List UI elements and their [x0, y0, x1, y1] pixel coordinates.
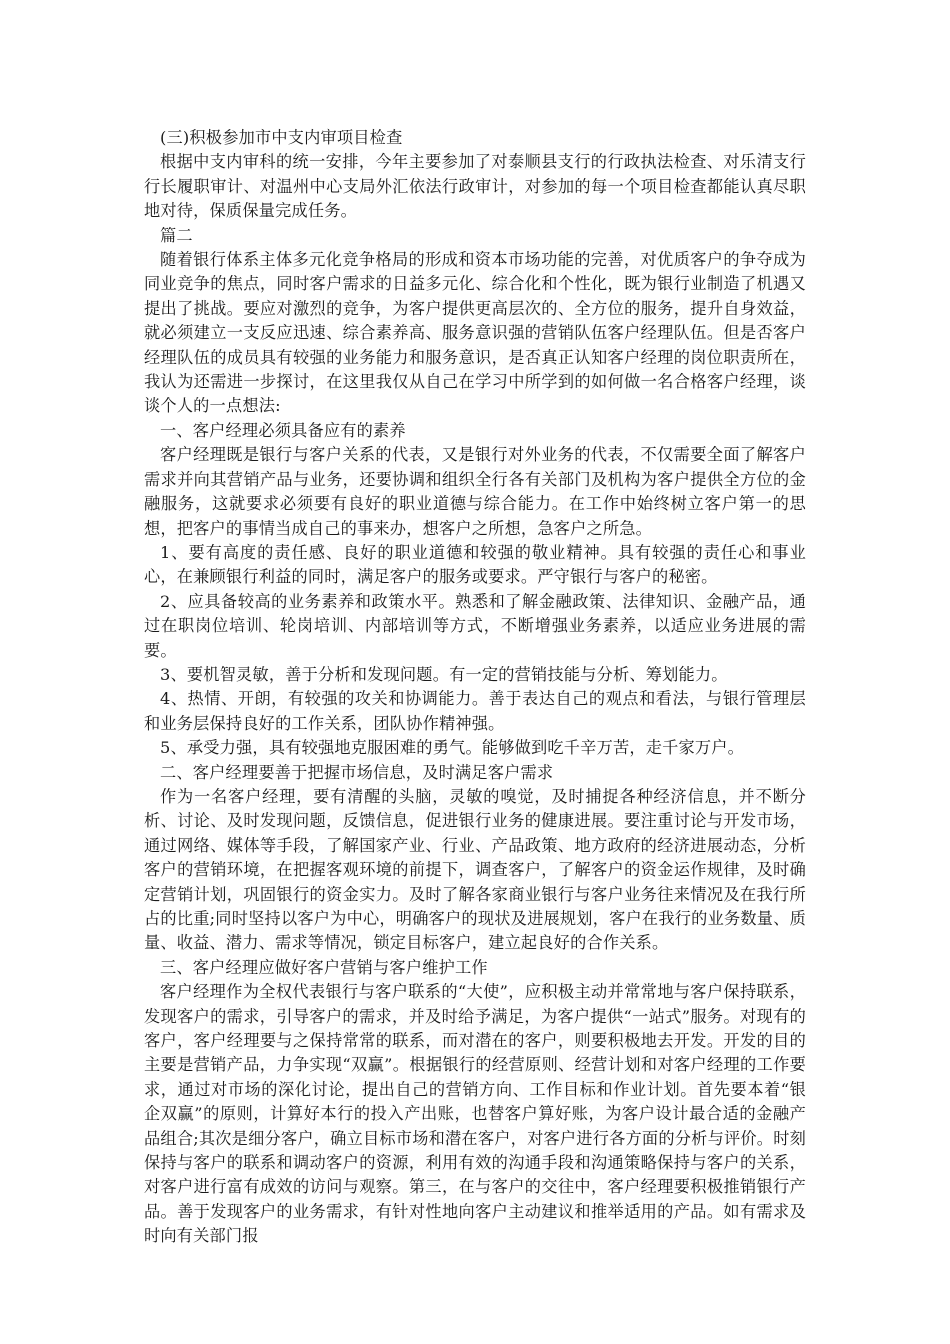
part-heading: 篇二 [160, 225, 193, 245]
list-item: 2、应具备较高的业务素养和政策水平。熟悉和了解金融政策、法律知识、金融产品，通过在职岗位培训、轮岗培训、内部培训等方式，不断增强业务素养，以适应业务进展的需要。 [144, 591, 806, 660]
section-heading: 二、客户经理要善于把握市场信息，及时满足客户需求 [160, 762, 554, 782]
list-item: 1、要有高度的责任感、良好的职业道德和较强的敬业精神。具有较强的责任心和事业心，在兼顾银行利益的同时，满足客户的服务或要求。严守银行与客户的秘密。 [144, 542, 806, 587]
paragraph: 客户经理作为全权代表银行与客户联系的“大使”，应积极主动并常常地与客户保持联系，发现客户的需求，引导客户的需求，并及时给予满足，为客户提供“一站式”服务。对现有的客户，客户经理要与之保持常常的联系，而对潜在的客户，则要积极地去开发。开发的目的主要是营销产品，力争实现“双赢”。根据银行的经营原则、经营计划和对客户经理的工作要求，通过对市场的深化讨论，提出自己的营销方向、工作目标和作业计划。首先要本着“银企双赢”的原则，计算好本行的投入产出账，也替客户算好账，为客户设计最合适的金融产品组合;其次是细分客户，确立目标市场和潜在客户，对客户进行各方面的分析与评价。时刻保持与客户的联系和调动客户的资源，利用有效的沟通手段和沟通策略保持与客户的关系，对客户进行富有成效的访问与观察。第三，在与客户的交往中，客户经理要积极推销银行产品。善于发现客户的业务需求，有针对性地向客户主动建议和推举适用的产品。如有需求及时向有关部门报 [144, 982, 806, 1246]
section-heading: 一、客户经理必须具备应有的素养 [160, 420, 406, 440]
paragraph: 随着银行体系主体多元化竞争格局的形成和资本市场功能的完善，对优质客户的争夺成为同业竞争的焦点，同时客户需求的日益多元化、综合化和个性化，既为银行业制造了机遇又提出了挑战。要应对激烈的竞争，为客户提供更高层次的、全方位的服务，提升自身效益，就必须建立一支反应迅速、综合素养高、服务意识强的营销队伍客户经理队伍。但是否客户经理队伍的成员具有较强的业务能力和服务意识，是否真正认知客户经理的岗位职责所在，我认为还需进一步探讨，在这里我仅从自己在学习中所学到的如何做一名合格客户经理，谈谈个人的一点想法: [144, 250, 806, 416]
document-body [144, 126, 806, 1249]
section-heading: (三)积极参加市中支内审项目检查 [160, 128, 403, 147]
paragraph: 客户经理既是银行与客户关系的代表，又是银行对外业务的代表，不仅需要全面了解客户需求并向其营销产品与业务，还要协调和组织全行各有关部门及机构为客户提供全方位的金融服务，这就要求必须要有良好的职业道德与综合能力。在工作中始终树立客户第一的思想，把客户的事情当成自己的事来办，想客户之所想，急客户之所急。 [144, 445, 806, 538]
section-heading: 三、客户经理应做好客户营销与客户维护工作 [160, 957, 488, 977]
list-item: 3、要机智灵敏，善于分析和发现问题。有一定的营销技能与分析、筹划能力。 [160, 664, 728, 684]
list-item: 5、承受力强，具有较强地克服困难的勇气。能够做到吃千辛万苦，走千家万户。 [160, 738, 745, 758]
paragraph: 根据中支内审科的统一安排，今年主要参加了对泰顺县支行的行政执法检查、对乐清支行行长履职审计、对温州中心支局外汇依法行政审计，对参加的每一个项目检查都能认真尽职地对待，保质保量完成任务。 [144, 152, 806, 221]
paragraph: 作为一名客户经理，要有清醒的头脑，灵敏的嗅觉，及时捕捉各种经济信息，并不断分析、讨论、及时发现问题，反馈信息，促进银行业务的健康进展。要注重讨论与开发市场，通过网络、媒体等手段，了解国家产业、行业、产品政策、地方政府的经济进展动态，分析客户的营销环境，在把握客观环境的前提下，调查客户，了解客户的资金运作规律，及时确定营销计划，巩固银行的资金实力。及时了解各家商业银行与客户业务往来情况及在我行所占的比重;同时坚持以客户为中心，明确客户的现状及进展规划，客户在我行的业务数量、质量、收益、潜力、需求等情况，锁定目标客户，建立起良好的合作关系。 [144, 786, 806, 953]
list-item: 4、热情、开朗，有较强的攻关和协调能力。善于表达自己的观点和看法，与银行管理层和业务层保持良好的工作关系，团队协作精神强。 [144, 689, 806, 733]
